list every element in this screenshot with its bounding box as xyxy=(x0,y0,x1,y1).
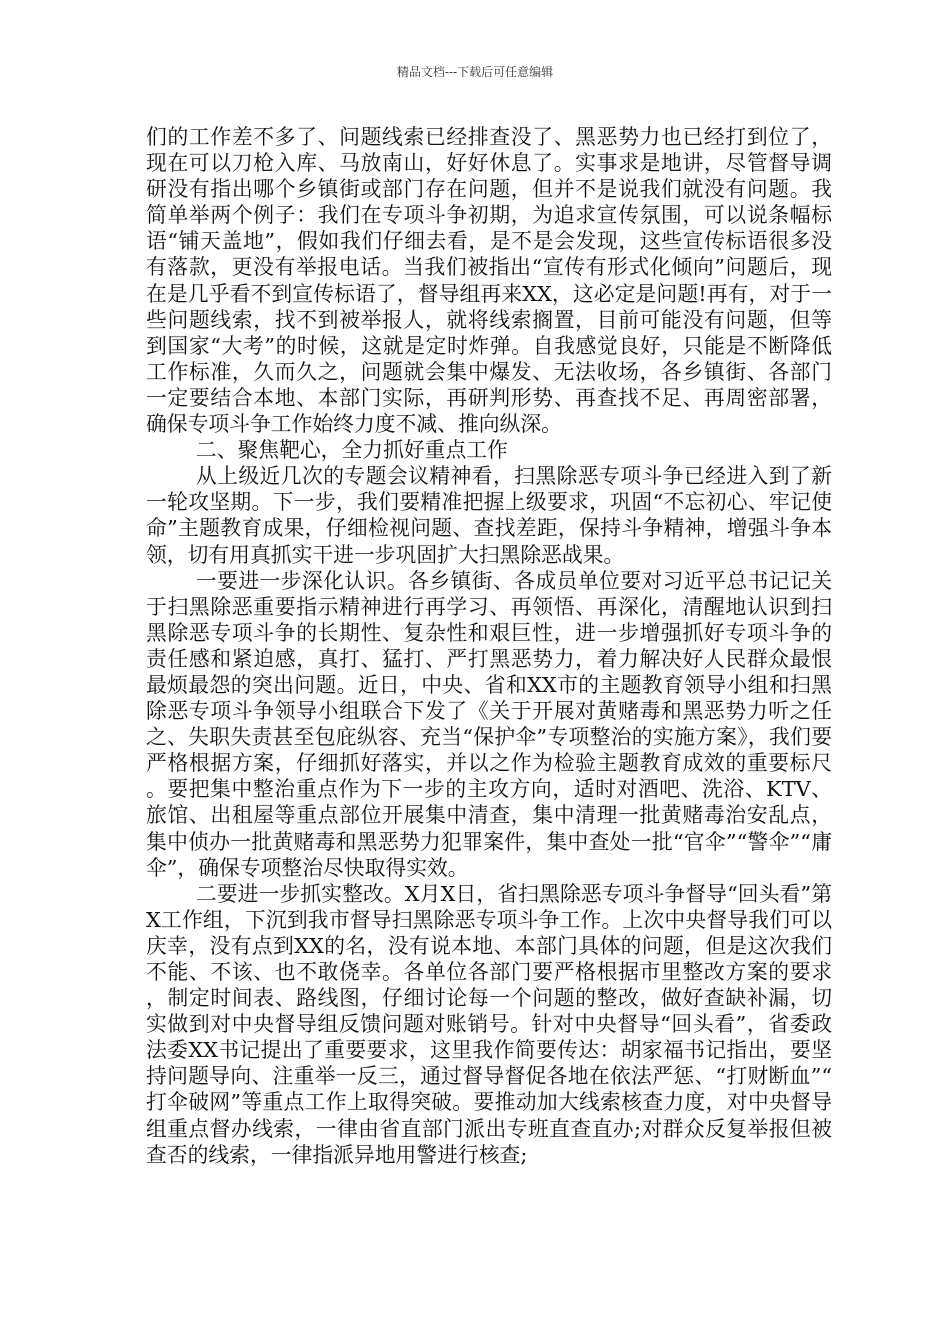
body-paragraph: 从上级近几次的专题会议精神看，扫黑除恶专项斗争已经进入到了新一轮攻坚期。下一步，我们要精准把握上级要求，巩固“不忘初心、牢记使命”主题教育成果，仔细检视问题、查找差距，保持斗争精神，增强斗争本领，切有用真抓实干进一步巩固扩大扫黑除恶战果。 xyxy=(146,464,832,567)
page-header: 精品文档---下载后可任意编辑 xyxy=(396,65,554,79)
body-paragraph: 一要进一步深化认识。各乡镇街、各成员单位要对习近平总书记记关于扫黑除恶重要指示精神进行再学习、再领悟、再深化，清醒地认识到扫黑除恶专项斗争的长期性、复杂性和艰巨性，进一步增强抓好专项斗争的责任感和紧迫感，真打、猛打、严打黑恶势力，着力解决好人民群众最恨最烦最怨的突出问题。近日，中央、省和XX市的主题教育领导小组和扫黑除恶专项斗争领导小组联合下发了《关于开展对黄赌毒和黑恶势力听之任之、失职失责甚至包庇纵容、充当“保护伞”专项整治的实施方案》，我们要严格根据方案，仔细抓好落实，并以之作为检验主题教育成效的重要标尺。要把集中整治重点作为下一步的主攻方向，适时对酒吧、洗浴、KTV、旅馆、出租屋等重点部位开展集中清查，集中清理一批黄赌毒治安乱点，集中侦办一批黄赌毒和黑恶势力犯罪案件，集中查处一批“官伞”“警伞”“庸伞”，确保专项整治尽快取得实效。 xyxy=(146,568,832,880)
section-heading: 二、聚焦靶心，全力抓好重点工作 xyxy=(195,438,508,463)
body-paragraph: 二要进一步抓实整改。X月X日，省扫黑除恶专项斗争督导“回头看”第X工作组，下沉到我市督导扫黑除恶专项斗争工作。上次中央督导我们可以庆幸，没有点到XX的名，没有说本地、本部门具体的问题，但是这次我们不能、不该、也不敢侥幸。各单位各部门要严格根据市里整改方案的要求，制定时间表、路线图，仔细讨论每一个问题的整改，做好查缺补漏，切实做到对中央督导组反馈问题对账销号。针对中央督导“回头看”，省委政法委XX书记提出了重要要求，这里我作简要传达：胡家福书记指出，要坚持问题导向、注重举一反三，通过督导督促各地在依法严惩、“打财断血”“打伞破网”等重点工作上取得突破。要推动加大线索核查力度，对中央督导组重点督办线索，一律由省直部门派出专班直查直办;对群众反复举报但被查否的线索，一律指派异地用警进行核查; xyxy=(146,881,832,1167)
body-paragraph: 们的工作差不多了、问题线索已经排查没了、黑恶势力也已经打到位了，现在可以刀枪入库、马放南山，好好休息了。实事求是地讲，尽管督导调研没有指出哪个乡镇街或部门存在问题，但并不是说我们就没有问题。我简单举两个例子：我们在专项斗争初期，为追求宣传氛围，可以说条幅标语“铺天盖地”，假如我们仔细去看，是不是会发现，这些宣传标语很多没有落款，更没有举报电话。当我们被指出“宣传有形式化倾向”问题后，现在是几乎看不到宣传标语了，督导组再来XX，这必定是问题!再有，对于一些问题线索，找不到被举报人，就将线索搁置，目前可能没有问题，但等到国家“大考”的时候，这就是定时炸弹。自我感觉良好，只能是不断降低工作标准，久而久之，问题就会集中爆发、无法收场，各乡镇街、各部门一定要结合本地、本部门实际，再研判形势、再查找不足、再周密部署，确保专项斗争工作始终力度不减、推向纵深。 xyxy=(146,125,832,437)
document-body xyxy=(146,124,832,1168)
